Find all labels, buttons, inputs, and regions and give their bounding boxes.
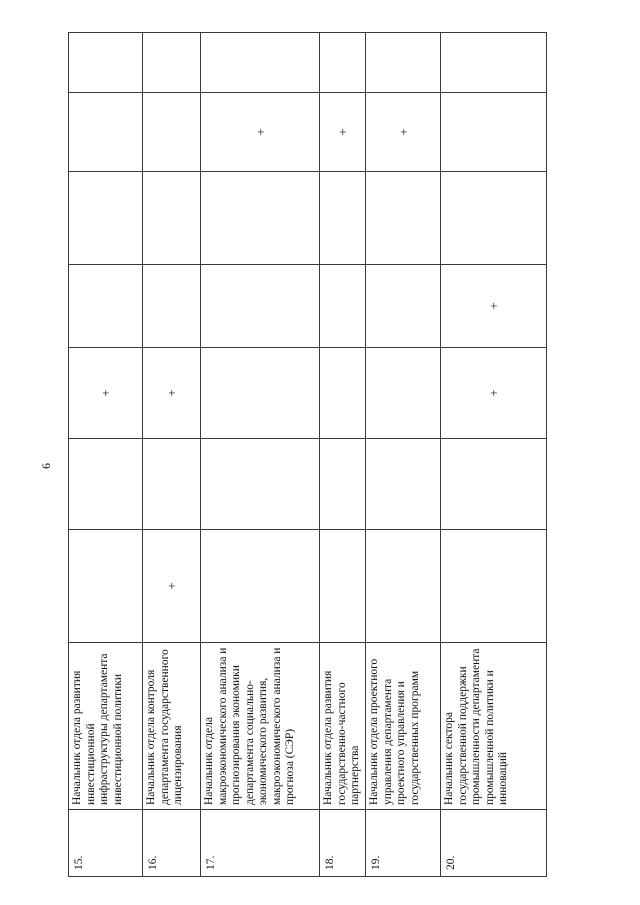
table-row: [366, 33, 441, 877]
mark-cell: [320, 93, 366, 172]
page-number: 6: [39, 463, 53, 469]
table-row: [441, 33, 547, 877]
mark-cell: [201, 33, 320, 93]
mark-cell: [366, 530, 441, 643]
mark-cell: [366, 172, 441, 265]
mark-cell: [143, 265, 201, 348]
rotated-table-container: [68, 33, 546, 877]
mark-cell: [441, 439, 547, 530]
table-row: [143, 33, 201, 877]
plus-mark: +: [164, 582, 179, 590]
mark-cell: [366, 265, 441, 348]
position-title: Начальник сектора государственной поддержки промышленности департамента промышленной политики и инноваций: [441, 643, 547, 810]
plus-mark: +: [395, 128, 411, 136]
mark-cell: [143, 33, 201, 93]
mark-cell: [441, 93, 547, 172]
table-row: [201, 33, 320, 877]
mark-cell: [201, 530, 320, 643]
mark-cell: [320, 265, 366, 348]
mark-cell: [366, 439, 441, 530]
position-title: Начальник отдела контроля департамента государственного лицензирования: [143, 643, 201, 810]
mark-cell: [320, 439, 366, 530]
mark-cell: [143, 530, 201, 643]
mark-cell: [201, 348, 320, 439]
row-number: 19.: [366, 810, 441, 877]
row-number: 17.: [201, 810, 320, 877]
mark-cell: [441, 172, 547, 265]
mark-cell: [441, 348, 547, 439]
mark-cell: [69, 530, 143, 643]
mark-cell: [201, 172, 320, 265]
plus-mark: +: [252, 128, 268, 136]
table-row: [320, 33, 366, 877]
positions-table: [68, 32, 547, 877]
mark-cell: [69, 439, 143, 530]
mark-cell: [366, 93, 441, 172]
mark-cell: [201, 439, 320, 530]
mark-cell: [320, 530, 366, 643]
table-row: [69, 33, 143, 877]
mark-cell: [441, 33, 547, 93]
mark-cell: [69, 348, 143, 439]
mark-cell: [201, 265, 320, 348]
mark-cell: [441, 265, 547, 348]
position-title: Начальник отдела развития инвестиционной инфраструктуры департамента инвестиционной политики: [69, 643, 143, 810]
mark-cell: [320, 33, 366, 93]
row-number: 15.: [69, 810, 143, 877]
mark-cell: [69, 265, 143, 348]
mark-cell: [441, 530, 547, 643]
mark-cell: [201, 93, 320, 172]
mark-cell: [69, 33, 143, 93]
position-title: Начальник отдела проектного управления департамента проектного управления и государственных программ: [366, 643, 441, 810]
plus-mark: +: [98, 389, 113, 397]
table-body: [69, 33, 547, 877]
mark-cell: [320, 348, 366, 439]
mark-cell: [366, 348, 441, 439]
mark-cell: [366, 33, 441, 93]
plus-mark: +: [486, 302, 501, 310]
mark-cell: [143, 172, 201, 265]
plus-mark: +: [486, 389, 501, 397]
mark-cell: [320, 172, 366, 265]
plus-mark: +: [335, 128, 350, 136]
position-title: Начальник отдела макроэкономического анализа и прогнозирования экономики департамента социально-экономического развития, макроэкономического анализа и прогноза (СЭР): [201, 643, 320, 810]
mark-cell: [143, 439, 201, 530]
mark-cell: [69, 93, 143, 172]
plus-mark: +: [164, 389, 179, 397]
position-title: Начальник отдела развития государственно-частного партнерства: [320, 643, 366, 810]
row-number: 16.: [143, 810, 201, 877]
mark-cell: [69, 172, 143, 265]
row-number: 20.: [441, 810, 547, 877]
mark-cell: [143, 93, 201, 172]
row-number: 18.: [320, 810, 366, 877]
mark-cell: [143, 348, 201, 439]
